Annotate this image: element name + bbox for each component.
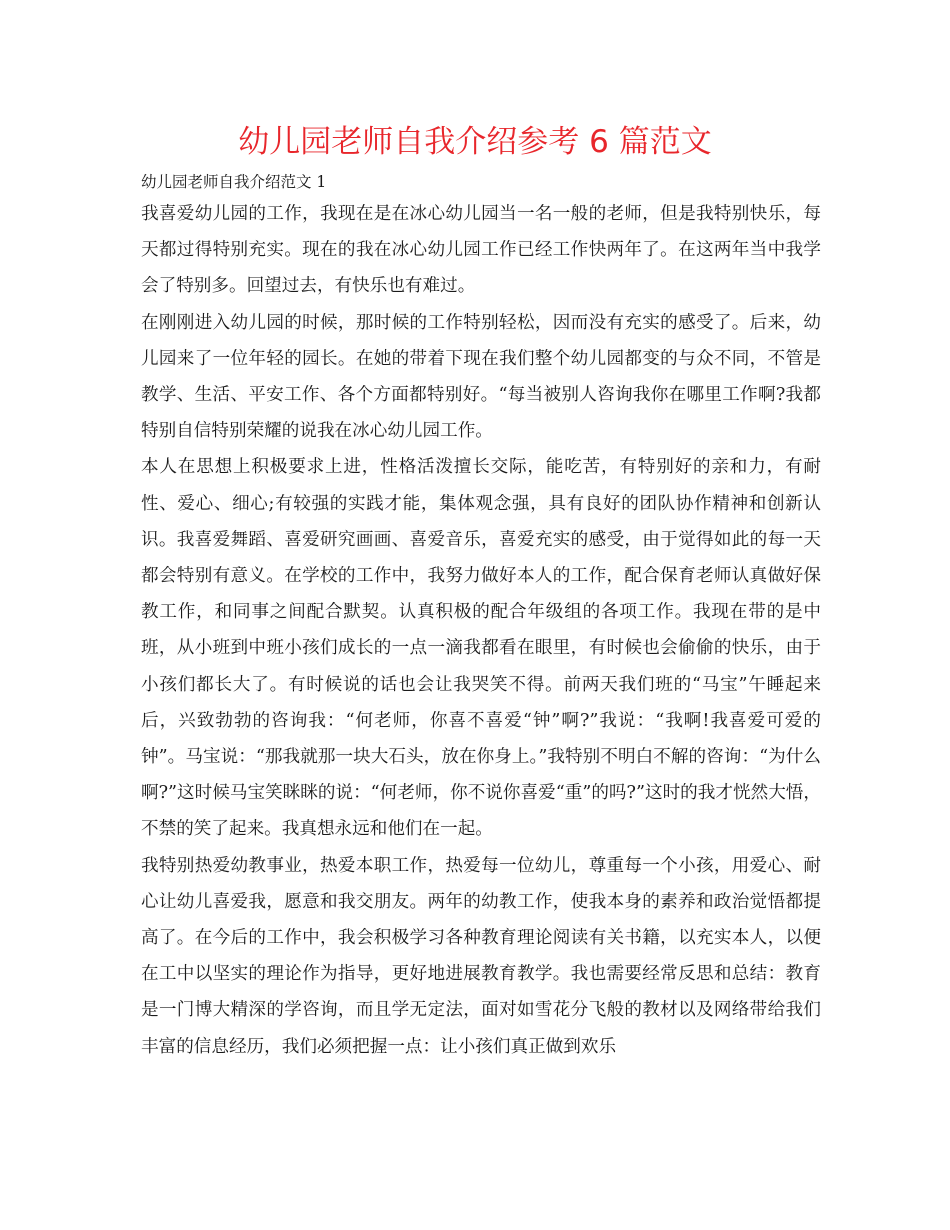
- document-body: [141, 168, 821, 1065]
- document-title: 幼儿园老师自我介绍参考 6 篇范文: [238, 124, 712, 160]
- paragraph-1: 我喜爱幼儿园的工作，我现在是在冰心幼儿园当一名一般的老师，但是我特别快乐，每天都过得特别充实。现在的我在冰心幼儿园工作已经工作快两年了。在这两年当中我学会了特别多。回望过去，有快乐也有难过。: [141, 204, 821, 297]
- section-heading: 幼儿园老师自我介绍范文 1: [141, 173, 327, 191]
- paragraph-2: 在刚刚进入幼儿园的时候，那时候的工作特别轻松，因而没有充实的感受了。后来，幼儿园来了一位年轻的园长。在她的带着下现在我们整个幼儿园都变的与众不同，不管是教学、生活、平安工作、各个方面都特别好。“每当被别人咨询我你在哪里工作啊?我都特别自信特别荣耀的说我在冰心幼儿园工作。: [141, 312, 821, 442]
- paragraph-3: 本人在思想上积极要求上进，性格活泼擅长交际，能吃苦，有特别好的亲和力，有耐性、爱心、细心;有较强的实践才能，集体观念强，具有良好的团队协作精神和创新认识。我喜爱舞蹈、喜爱研究画画、喜爱音乐，喜爱充实的感受，由于觉得如此的每一天都会特别有意义。在学校的工作中，我努力做好本人的工作，配合保育老师认真做好保教工作，和同事之间配合默契。认真积极的配合年级组的各项工作。我现在带的是中班，从小班到中班小孩们成长的一点一滴我都看在眼里，有时候也会偷偷的快乐，由于小孩们都长大了。有时候说的话也会让我哭笑不得。前两天我们班的“马宝”午睡起来后，兴致勃勃的咨询我：“何老师，你喜不喜爱“钟”啊?”我说：“我啊!我喜爱可爱的钟”。马宝说：“那我就那一块大石头，放在你身上。”我特别不明白不解的咨询：“为什么啊?”这时候马宝笑眯眯的说：“何老师，你不说你喜爱“重”的吗?”这时的我才恍然大悟，不禁的笑了起来。我真想永远和他们在一起。: [141, 457, 821, 840]
- paragraph-4: 我特别热爱幼教事业，热爱本职工作，热爱每一位幼儿，尊重每一个小孩，用爱心、耐心让幼儿喜爱我，愿意和我交朋友。两年的幼教工作，使我本身的素养和政治觉悟都提高了。在今后的工作中，我会积极学习各种教育理论阅读有关书籍，以充实本人，以便在工中以坚实的理论作为指导，更好地进展教育教学。我也需要经常反思和总结：教育是一门博大精深的学咨询，而且学无定法，面对如雪花分飞般的教材以及网络带给我们丰富的信息经历，我们必须把握一点：让小孩们真正做到欢乐: [141, 855, 821, 1057]
